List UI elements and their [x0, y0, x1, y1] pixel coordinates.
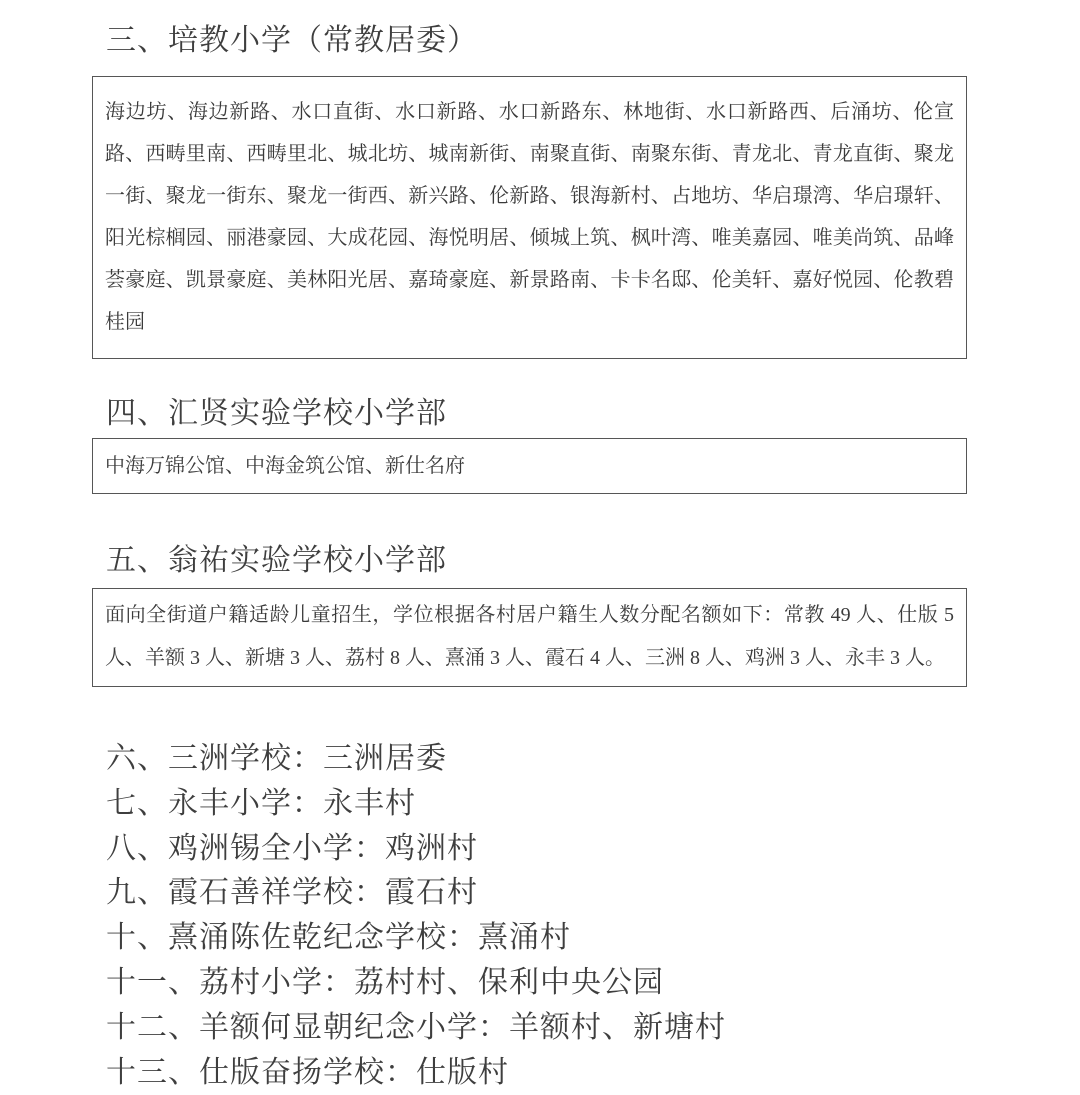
section-wengyou [92, 542, 967, 687]
school-list-item-yange: 十二、羊额何显朝纪念小学：羊额村、新塘村 [106, 1010, 726, 1044]
district-text-box-peijiao: 海边坊、海边新路、水口直街、水口新路、水口新路东、林地街、水口新路西、后涌坊、伦宣路、西畴里南、西畴里北、城北坊、城南新街、南聚直街、南聚东街、青龙北、青龙直街、聚龙一街、聚龙一街东、聚龙一街西、新兴路、伦新路、银海新村、占地坊、华启璟湾、华启璟轩、阳光棕榈园、丽港豪园、大成花园、海悦明居、倾城上筑、枫叶湾、唯美嘉园、唯美尚筑、品峰荟豪庭、凯景豪庭、美林阳光居、嘉琦豪庭、新景路南、卡卡名邸、伦美轩、嘉好悦园、伦教碧桂园 [92, 76, 967, 359]
school-list-item-sanzhou: 六、三洲学校：三洲居委 [106, 742, 447, 775]
school-list-item-xiashi: 九、霞石善祥学校：霞石村 [106, 876, 478, 910]
section-heading-peijiao: 三、培教小学（常教居委） [106, 24, 478, 57]
school-list-item-yongfeng: 七、永丰小学：永丰村 [106, 786, 416, 820]
district-text-box-huixian: 中海万锦公馆、中海金筑公馆、新仕名府 [92, 438, 967, 494]
district-text-box-wengyou: 面向全街道户籍适龄儿童招生，学位根据各村居户籍生人数分配名额如下：常教 49 人、仕版 5 人、羊额 3 人、新塘 3 人、荔村 8 人、熹涌 3 人、霞石 4 人、三洲 8 人、鸡洲 3 人、永丰 3 人。 [92, 588, 967, 687]
school-list-item-licun: 十一、荔村小学：荔村村、保利中央公园 [106, 965, 664, 999]
school-list [106, 737, 967, 1095]
school-list-item-shiban: 十三、仕版奋扬学校：仕版村 [106, 1055, 509, 1089]
section-huixian [92, 395, 967, 494]
section-heading-huixian: 四、汇贤实验学校小学部 [106, 397, 447, 430]
section-peijiao [92, 22, 967, 359]
section-heading-wengyou: 五、翁祐实验学校小学部 [106, 544, 447, 577]
school-list-item-jizhou: 八、鸡洲锡全小学：鸡洲村 [106, 831, 478, 865]
school-list-item-xiyong: 十、熹涌陈佐乾纪念学校：熹涌村 [106, 921, 571, 955]
